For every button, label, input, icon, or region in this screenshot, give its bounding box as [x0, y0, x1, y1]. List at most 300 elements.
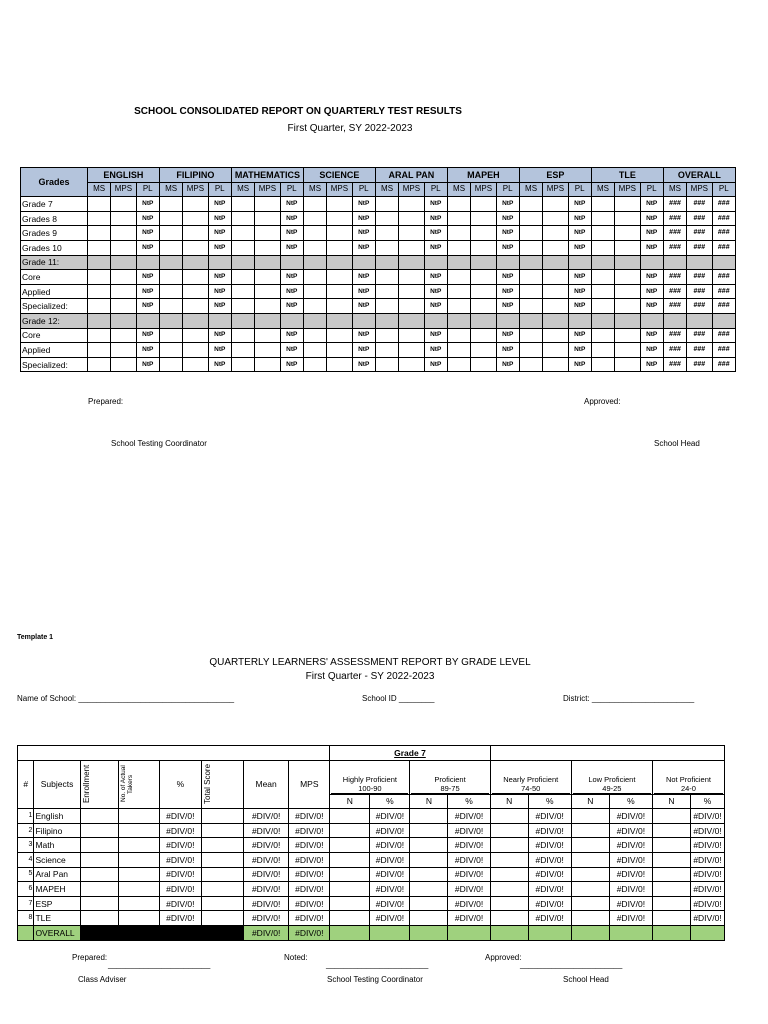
subject-header: ENGLISH — [87, 168, 159, 183]
empty-cell — [543, 284, 568, 299]
empty-cell — [111, 313, 136, 328]
metric-header: PL — [424, 182, 447, 197]
empty-cell — [519, 328, 542, 343]
metric-header: MPS — [255, 182, 280, 197]
empty-cell — [231, 240, 254, 255]
level-percent-cell: #DIV/0! — [370, 896, 410, 911]
metric-header: MPS — [471, 182, 496, 197]
district-field: District: _______________________ — [563, 694, 695, 703]
report2-coordinator-label: School Testing Coordinator — [327, 975, 423, 984]
pl-cell: NtP — [496, 226, 519, 241]
level-range: 89-75 — [411, 784, 488, 794]
report2-noted-label: Noted: — [284, 953, 308, 962]
report1-title: SCHOOL CONSOLIDATED REPORT ON QUARTERLY TEST RESULTS — [134, 106, 462, 117]
empty-cell — [375, 211, 398, 226]
overall-cell: ### — [712, 226, 735, 241]
pct-header: % — [690, 794, 724, 809]
empty-cell — [159, 226, 182, 241]
mean-cell: #DIV/0! — [244, 896, 289, 911]
enrollment-cell — [80, 867, 118, 882]
row-number: 5 — [18, 867, 34, 882]
row-label: Grade 11: — [21, 255, 88, 270]
level-percent-cell: #DIV/0! — [528, 867, 571, 882]
table-row — [18, 867, 725, 882]
empty-cell — [327, 240, 352, 255]
level-percent-cell: #DIV/0! — [370, 882, 410, 897]
empty-cell — [591, 255, 614, 270]
empty-cell — [519, 270, 542, 285]
overall-empty-cell — [448, 925, 490, 940]
empty-cell — [591, 313, 614, 328]
metric-header: MS — [87, 182, 110, 197]
empty-cell — [87, 197, 110, 212]
pl-cell: NtP — [352, 197, 375, 212]
level-header — [410, 760, 490, 794]
empty-cell — [87, 313, 110, 328]
empty-cell — [424, 313, 447, 328]
empty-cell — [87, 299, 110, 314]
empty-cell — [327, 226, 352, 241]
level-range: 24-0 — [654, 784, 723, 794]
empty-cell — [399, 357, 424, 372]
table-row — [21, 197, 736, 212]
n-cell — [571, 823, 609, 838]
empty-cell — [543, 270, 568, 285]
empty-cell — [519, 284, 542, 299]
overall-cell: ### — [663, 328, 686, 343]
level-header — [571, 760, 652, 794]
mps-cell: #DIV/0! — [289, 882, 330, 897]
empty-cell — [615, 211, 640, 226]
template-label: Template 1 — [17, 634, 54, 641]
empty-cell — [568, 313, 591, 328]
metric-header: PL — [280, 182, 303, 197]
overall-cell: ### — [712, 357, 735, 372]
overall-empty-cell — [490, 925, 528, 940]
empty-cell — [375, 299, 398, 314]
empty-cell — [615, 240, 640, 255]
table-row — [18, 896, 725, 911]
pl-cell: NtP — [568, 226, 591, 241]
level-percent-cell: #DIV/0! — [609, 896, 652, 911]
mean-cell: #DIV/0! — [244, 838, 289, 853]
empty-cell — [375, 357, 398, 372]
level-percent-cell: #DIV/0! — [370, 867, 410, 882]
subject-header: TLE — [591, 168, 663, 183]
n-cell — [490, 852, 528, 867]
pl-cell: NtP — [352, 299, 375, 314]
level-percent-cell: #DIV/0! — [690, 823, 724, 838]
pl-cell: NtP — [640, 328, 663, 343]
empty-cell — [543, 240, 568, 255]
empty-cell — [255, 197, 280, 212]
empty-cell — [159, 299, 182, 314]
table-row — [18, 852, 725, 867]
pct-header: % — [528, 794, 571, 809]
overall-number — [18, 925, 34, 940]
empty-cell — [159, 284, 182, 299]
percent-cell: #DIV/0! — [159, 823, 201, 838]
grade-title-spacer — [490, 746, 724, 761]
pl-cell: NtP — [424, 226, 447, 241]
pl-cell: NtP — [424, 284, 447, 299]
empty-cell — [496, 313, 519, 328]
n-cell — [490, 882, 528, 897]
empty-cell — [399, 197, 424, 212]
empty-cell — [87, 343, 110, 358]
metric-header: PL — [640, 182, 663, 197]
empty-cell — [159, 270, 182, 285]
level-percent-cell: #DIV/0! — [609, 867, 652, 882]
empty-cell — [471, 313, 496, 328]
empty-cell — [519, 299, 542, 314]
overall-cell: ### — [663, 197, 686, 212]
pl-cell: NtP — [208, 357, 231, 372]
empty-cell — [519, 197, 542, 212]
grade-title: Grade 7 — [330, 746, 490, 761]
overall-cell: ### — [687, 197, 712, 212]
row-number: 7 — [18, 896, 34, 911]
table-row — [21, 226, 736, 241]
empty-cell — [87, 211, 110, 226]
level-percent-cell: #DIV/0! — [609, 911, 652, 926]
pl-cell: NtP — [208, 328, 231, 343]
approved-signature-line: _______________________ — [520, 960, 623, 969]
level-percent-cell: #DIV/0! — [448, 867, 490, 882]
metric-header: MS — [159, 182, 182, 197]
empty-cell — [87, 270, 110, 285]
subject-header: SCIENCE — [303, 168, 375, 183]
overall-cell: ### — [687, 343, 712, 358]
pl-cell: NtP — [424, 299, 447, 314]
n-cell — [410, 823, 448, 838]
empty-cell — [159, 211, 182, 226]
report2-head-label: School Head — [563, 975, 609, 984]
subject-name: Filipino — [34, 823, 80, 838]
empty-cell — [615, 343, 640, 358]
noted-signature-line: _______________________ — [326, 960, 429, 969]
level-name: Low Proficient — [588, 774, 636, 784]
empty-cell — [519, 313, 542, 328]
empty-cell — [399, 284, 424, 299]
level-percent-cell: #DIV/0! — [690, 852, 724, 867]
overall-cell: ### — [712, 240, 735, 255]
pl-cell: NtP — [280, 343, 303, 358]
empty-cell — [303, 313, 326, 328]
takers-cell — [118, 882, 159, 897]
row-label: Specialized: — [21, 299, 88, 314]
empty-cell — [231, 211, 254, 226]
pl-cell: NtP — [568, 270, 591, 285]
level-percent-cell: #DIV/0! — [690, 809, 724, 824]
n-cell — [652, 852, 690, 867]
n-cell — [410, 852, 448, 867]
empty-cell — [111, 255, 136, 270]
pl-cell: NtP — [280, 226, 303, 241]
overall-cell: ### — [712, 270, 735, 285]
empty-cell — [471, 211, 496, 226]
metric-header: MS — [375, 182, 398, 197]
pl-cell: NtP — [424, 328, 447, 343]
mps-cell: #DIV/0! — [289, 823, 330, 838]
empty-cell — [519, 343, 542, 358]
pl-cell: NtP — [496, 211, 519, 226]
empty-cell — [255, 328, 280, 343]
n-cell — [330, 823, 370, 838]
takers-cell — [118, 838, 159, 853]
percent-cell: #DIV/0! — [159, 852, 201, 867]
percent-cell: #DIV/0! — [159, 838, 201, 853]
pl-cell: NtP — [136, 284, 159, 299]
table-row — [21, 328, 736, 343]
n-cell — [652, 896, 690, 911]
pl-cell: NtP — [640, 240, 663, 255]
subject-header: MATHEMATICS — [231, 168, 303, 183]
empty-cell — [208, 255, 231, 270]
empty-cell — [640, 255, 663, 270]
report2-approved-label: Approved: — [485, 953, 522, 962]
empty-cell — [471, 284, 496, 299]
n-cell — [490, 809, 528, 824]
mean-cell: #DIV/0! — [244, 852, 289, 867]
pl-cell: NtP — [496, 240, 519, 255]
level-percent-cell: #DIV/0! — [528, 882, 571, 897]
level-range: 49-25 — [573, 784, 651, 794]
subject-name: MAPEH — [34, 882, 80, 897]
pl-cell: NtP — [496, 328, 519, 343]
empty-cell — [159, 255, 182, 270]
empty-cell — [471, 270, 496, 285]
empty-cell — [255, 240, 280, 255]
total-score-cell — [201, 838, 243, 853]
level-percent-cell: #DIV/0! — [448, 896, 490, 911]
mps-cell: #DIV/0! — [289, 838, 330, 853]
n-header: N — [410, 794, 448, 809]
total-score-cell — [201, 882, 243, 897]
subject-name: ESP — [34, 896, 80, 911]
n-cell — [490, 867, 528, 882]
pl-cell: NtP — [208, 197, 231, 212]
n-cell — [652, 882, 690, 897]
empty-cell — [111, 343, 136, 358]
level-percent-cell: #DIV/0! — [448, 823, 490, 838]
n-cell — [652, 823, 690, 838]
overall-empty-cell — [370, 925, 410, 940]
empty-cell — [159, 313, 182, 328]
pl-cell: NtP — [568, 197, 591, 212]
empty-cell — [447, 313, 470, 328]
n-cell — [571, 882, 609, 897]
percent-cell: #DIV/0! — [159, 882, 201, 897]
metric-header: MPS — [111, 182, 136, 197]
empty-cell — [303, 343, 326, 358]
pl-cell: NtP — [352, 270, 375, 285]
empty-cell — [568, 255, 591, 270]
pl-cell: NtP — [424, 343, 447, 358]
takers-cell — [118, 896, 159, 911]
percent-cell: #DIV/0! — [159, 867, 201, 882]
row-label: Grades 8 — [21, 211, 88, 226]
empty-cell — [159, 240, 182, 255]
empty-cell — [231, 357, 254, 372]
overall-mean: #DIV/0! — [244, 925, 289, 940]
level-percent-cell: #DIV/0! — [528, 911, 571, 926]
pl-cell: NtP — [136, 270, 159, 285]
overall-cell: ### — [663, 284, 686, 299]
empty-cell — [327, 211, 352, 226]
empty-cell — [255, 313, 280, 328]
overall-empty-cell — [528, 925, 571, 940]
pl-cell: NtP — [640, 357, 663, 372]
empty-cell — [471, 328, 496, 343]
empty-cell — [231, 270, 254, 285]
overall-cell: ### — [712, 328, 735, 343]
empty-cell — [591, 284, 614, 299]
pl-cell: NtP — [496, 197, 519, 212]
empty-cell — [375, 284, 398, 299]
percent-cell: #DIV/0! — [159, 896, 201, 911]
pl-cell: NtP — [280, 328, 303, 343]
group-row — [21, 313, 736, 328]
empty-cell — [447, 226, 470, 241]
overall-cell: ### — [663, 270, 686, 285]
empty-cell — [471, 299, 496, 314]
empty-cell — [591, 226, 614, 241]
enrollment-cell — [80, 911, 118, 926]
overall-cell: ### — [663, 240, 686, 255]
n-cell — [571, 809, 609, 824]
level-percent-cell: #DIV/0! — [448, 838, 490, 853]
empty-cell — [111, 284, 136, 299]
empty-cell — [375, 226, 398, 241]
overall-cell: ### — [663, 211, 686, 226]
metric-header: MS — [663, 182, 686, 197]
table-row — [21, 343, 736, 358]
level-header — [490, 760, 571, 794]
empty-cell — [111, 328, 136, 343]
metric-header: PL — [496, 182, 519, 197]
n-header: N — [571, 794, 609, 809]
subject-name: Math — [34, 838, 80, 853]
subject-header: ARAL PAN — [375, 168, 447, 183]
pl-cell: NtP — [280, 299, 303, 314]
overall-empty-cell — [609, 925, 652, 940]
overall-cell: ### — [712, 343, 735, 358]
level-name: Not Proficient — [665, 774, 711, 784]
overall-cell: ### — [712, 284, 735, 299]
empty-cell — [496, 255, 519, 270]
empty-cell — [375, 270, 398, 285]
empty-cell — [183, 328, 208, 343]
overall-cell: ### — [663, 226, 686, 241]
n-cell — [330, 911, 370, 926]
table-row — [18, 838, 725, 853]
pl-cell: NtP — [424, 211, 447, 226]
school-name-field: Name of School: ___________________________________ — [17, 694, 235, 703]
empty-cell — [183, 226, 208, 241]
empty-cell — [352, 255, 375, 270]
level-percent-cell: #DIV/0! — [448, 852, 490, 867]
empty-cell — [183, 284, 208, 299]
takers-header-text: No. of Actual Takers — [119, 765, 134, 803]
n-header: N — [330, 794, 370, 809]
empty-cell — [543, 313, 568, 328]
level-percent-cell: #DIV/0! — [448, 809, 490, 824]
n-cell — [490, 896, 528, 911]
pl-cell: NtP — [568, 211, 591, 226]
empty-cell — [399, 313, 424, 328]
col-subjects: Subjects — [34, 760, 80, 809]
n-cell — [330, 838, 370, 853]
pl-cell: NtP — [352, 343, 375, 358]
table-row — [18, 823, 725, 838]
overall-cell: ### — [687, 357, 712, 372]
empty-cell — [447, 255, 470, 270]
empty-cell — [447, 211, 470, 226]
empty-cell — [303, 226, 326, 241]
pl-cell: NtP — [280, 270, 303, 285]
empty-cell — [471, 226, 496, 241]
pl-cell: NtP — [352, 357, 375, 372]
report1-coordinator-label: School Testing Coordinator — [111, 439, 207, 448]
pl-cell: NtP — [568, 343, 591, 358]
empty-cell — [615, 357, 640, 372]
takers-cell — [118, 852, 159, 867]
empty-cell — [231, 197, 254, 212]
enrollment-cell — [80, 823, 118, 838]
empty-cell — [471, 240, 496, 255]
empty-cell — [543, 357, 568, 372]
pl-cell: NtP — [568, 357, 591, 372]
total-score-cell — [201, 809, 243, 824]
empty-cell — [136, 255, 159, 270]
empty-cell — [375, 328, 398, 343]
pl-cell: NtP — [352, 211, 375, 226]
pct-header: % — [609, 794, 652, 809]
empty-cell — [111, 357, 136, 372]
empty-cell — [231, 299, 254, 314]
metric-header: MPS — [687, 182, 712, 197]
level-name: Nearly Proficient — [503, 774, 559, 784]
total-score-header-text: Total Score — [202, 764, 212, 805]
overall-empty-cell — [330, 925, 370, 940]
n-header: N — [652, 794, 690, 809]
pl-cell: NtP — [136, 328, 159, 343]
empty-cell — [519, 211, 542, 226]
empty-cell — [327, 343, 352, 358]
metric-header: MPS — [615, 182, 640, 197]
empty-cell — [447, 240, 470, 255]
empty-cell — [303, 240, 326, 255]
percent-cell: #DIV/0! — [159, 911, 201, 926]
pl-cell: NtP — [640, 299, 663, 314]
overall-cell: ### — [687, 226, 712, 241]
empty-cell — [615, 299, 640, 314]
grades-header: Grades — [21, 168, 88, 197]
empty-cell — [591, 357, 614, 372]
empty-cell — [87, 328, 110, 343]
empty-cell — [543, 226, 568, 241]
empty-cell — [255, 211, 280, 226]
pl-cell: NtP — [352, 328, 375, 343]
level-percent-cell: #DIV/0! — [528, 809, 571, 824]
pl-cell: NtP — [208, 211, 231, 226]
metric-header: MPS — [543, 182, 568, 197]
empty-cell — [399, 255, 424, 270]
pl-cell: NtP — [208, 270, 231, 285]
col-takers — [118, 760, 159, 809]
row-number: 2 — [18, 823, 34, 838]
